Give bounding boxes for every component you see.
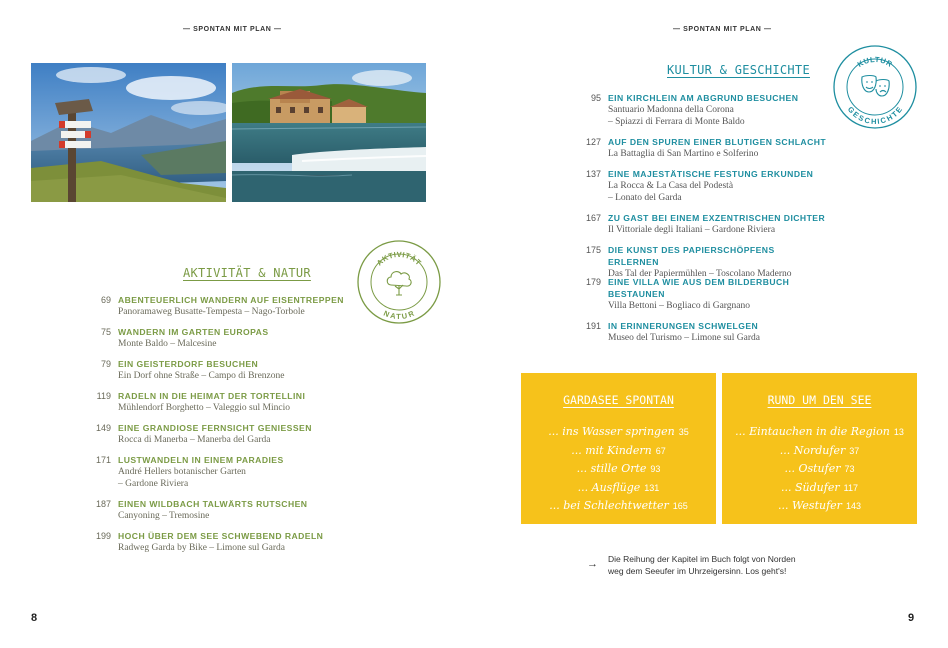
section-title-aktivitaet: AKTIVITÄT & NATUR xyxy=(183,266,311,280)
toc-entry[interactable] xyxy=(578,320,828,352)
toc-entry-subtitle: Monte Baldo – Malcesine xyxy=(118,339,217,349)
toc-entry[interactable] xyxy=(88,358,350,390)
running-header-left: — SPONTAN MIT PLAN — xyxy=(183,26,282,33)
box-link[interactable] xyxy=(521,460,716,479)
toc-page-number: 149 xyxy=(95,423,111,433)
toc-entry[interactable] xyxy=(578,136,828,168)
toc-page-number: 95 xyxy=(590,93,601,103)
box-link-label: ... Ostufer xyxy=(784,462,841,475)
toc-entry[interactable] xyxy=(578,212,828,244)
toc-entry-subtitle: Museo del Turismo – Limone sul Garda xyxy=(608,333,760,343)
toc-page-number: 171 xyxy=(95,455,111,465)
box-link-page: 37 xyxy=(849,445,860,456)
box-gardasee-spontan xyxy=(521,373,716,524)
box-title: RUND UM DEN SEE xyxy=(767,393,872,407)
tree-icon xyxy=(387,272,411,295)
box-title: GARDASEE SPONTAN xyxy=(563,393,674,407)
badge-aktivitaet-natur xyxy=(356,239,442,325)
toc-entry-title: EINE VILLA WIE AUS DEM BILDERBUCH BESTAUNEN xyxy=(608,277,790,299)
toc-page-number: 167 xyxy=(585,213,601,223)
toc-entry-title: HOCH ÜBER DEM SEE SCHWEBEND RADELN xyxy=(118,531,324,541)
badge-left-bottom-text: NATUR xyxy=(382,308,416,322)
box-link-page: 67 xyxy=(655,445,666,456)
toc-page-number: 187 xyxy=(95,499,111,509)
box-link-label: ... Nordufer xyxy=(779,443,846,457)
box-link-page: 131 xyxy=(644,482,660,493)
toc-entry-title: RADELN IN DIE HEIMAT DER TORTELLINI xyxy=(118,391,306,401)
toc-page-number: 79 xyxy=(100,359,111,369)
toc-entry[interactable] xyxy=(88,390,350,422)
toc-entry-subtitle: Canyoning – Tremosine xyxy=(118,511,210,521)
badge-right-bottom-text: GESCHICHTE xyxy=(845,104,905,127)
toc-entry[interactable] xyxy=(88,294,350,326)
toc-entry-subtitle: – Lonato del Garda xyxy=(608,193,682,203)
toc-entry-title: EIN KIRCHLEIN AM ABGRUND BESUCHEN xyxy=(608,93,799,103)
box-link-label: ... stille Orte xyxy=(576,462,647,475)
toc-entry[interactable] xyxy=(88,326,350,358)
svg-text:AKTIVITÄT xyxy=(375,250,423,267)
box-link-page: 35 xyxy=(678,427,689,437)
toc-entry[interactable] xyxy=(88,530,350,562)
toc-entry-subtitle: – Spiazzi di Ferrara di Monte Baldo xyxy=(608,117,745,127)
note-line: Die Reihung der Kapitel im Buch folgt von Norden xyxy=(608,554,796,564)
chapter-order-note xyxy=(608,553,796,577)
box-link[interactable] xyxy=(722,423,917,442)
toc-entry-title: EINEN WILDBACH TALWÄRTS RUTSCHEN xyxy=(118,499,308,509)
toc-entry-subtitle: Mühlendorf Borghetto – Valeggio sul Mincio xyxy=(118,403,290,413)
box-link-page: 165 xyxy=(672,501,688,511)
toc-page-number: 175 xyxy=(585,245,601,255)
box-link-page: 93 xyxy=(650,464,661,474)
toc-entry-subtitle: Radweg Garda by Bike – Limone sul Garda xyxy=(118,543,285,553)
toc-entry-title: EINE GRANDIOSE FERNSICHT GENIESSEN xyxy=(118,423,312,433)
box-link-page: 13 xyxy=(893,427,904,437)
toc-page-number: 199 xyxy=(95,531,111,541)
toc-entry[interactable] xyxy=(578,244,828,279)
toc-entry-subtitle: La Rocca & La Casa del Podestà xyxy=(608,181,734,191)
toc-entry-subtitle: Das Tal der Papiermühlen – Toscolano Maderno xyxy=(608,269,792,279)
toc-page-number: 137 xyxy=(585,169,601,179)
toc-entry-subtitle: Panoramaweg Busatte-Tempesta – Nago-Torbole xyxy=(118,307,305,317)
arrow-right-icon: → xyxy=(587,558,598,570)
toc-entry-title: AUF DEN SPUREN EINER BLUTIGEN SCHLACHT xyxy=(608,137,827,147)
toc-page-number: 191 xyxy=(585,321,601,331)
box-rund-um-den-see xyxy=(722,373,917,524)
box-link[interactable] xyxy=(722,497,917,516)
svg-text:KULTUR xyxy=(856,55,895,69)
toc-entry-title: EIN GEISTERDORF BESUCHEN xyxy=(118,359,259,369)
toc-entry-subtitle: La Battaglia di San Martino e Solferino xyxy=(608,149,759,159)
toc-entry[interactable] xyxy=(88,454,350,498)
box-link-page: 117 xyxy=(843,482,858,493)
box-link[interactable] xyxy=(521,479,716,498)
toc-list-aktivitaet xyxy=(88,294,350,562)
toc-entry[interactable] xyxy=(88,498,350,530)
badge-right-top-text: KULTUR xyxy=(855,54,895,69)
box-link-page: 73 xyxy=(844,464,855,474)
page-number-right: 9 xyxy=(908,612,915,624)
theater-masks-icon xyxy=(862,76,889,97)
box-link-label: ... mit Kindern xyxy=(571,443,652,457)
toc-page-number: 69 xyxy=(100,295,111,305)
box-link-label: ... Eintauchen in die Region xyxy=(735,425,890,438)
box-link-label: ... Westufer xyxy=(778,499,842,512)
toc-entry-title: WANDERN IM GARTEN EUROPAS xyxy=(118,327,269,337)
toc-entry-subtitle: Il Vittoriale degli Italiani – Gardone Riviera xyxy=(608,225,776,235)
box-link[interactable] xyxy=(722,479,917,498)
toc-entry-subtitle: Rocca di Manerba – Manerba del Garda xyxy=(118,435,271,445)
toc-page-number: 75 xyxy=(100,327,111,337)
toc-entry-title: IN ERINNERUNGEN SCHWELGEN xyxy=(608,321,759,331)
toc-page-number: 119 xyxy=(96,391,111,401)
toc-entry[interactable] xyxy=(88,422,350,454)
box-link[interactable] xyxy=(521,423,716,442)
box-link-page: 143 xyxy=(845,501,861,511)
toc-entry-subtitle: – Gardone Riviera xyxy=(118,479,189,489)
running-header-right: — SPONTAN MIT PLAN — xyxy=(673,26,772,33)
toc-entry-title: LUSTWANDELN IN EINEM PARADIES xyxy=(118,455,284,465)
box-link[interactable] xyxy=(521,442,716,461)
note-line: weg dem Seeufer im Uhrzeigersinn. Los geht's! xyxy=(608,566,787,576)
box-link-label: ... ins Wasser springen xyxy=(548,425,675,438)
section-title-kultur: KULTUR & GESCHICHTE xyxy=(667,63,810,77)
toc-entry-subtitle: André Hellers botanischer Garten xyxy=(118,467,246,477)
toc-entry-subtitle: Santuario Madonna della Corona xyxy=(608,105,734,115)
toc-entry-title: EINE MAJESTÄTISCHE FESTUNG ERKUNDEN xyxy=(608,169,814,179)
photo-borghetto-weir xyxy=(232,63,426,202)
toc-page-number: 127 xyxy=(585,137,601,147)
box-link[interactable] xyxy=(722,460,917,479)
toc-entry[interactable] xyxy=(578,92,828,136)
toc-entry-title: DIE KUNST DES PAPIERSCHÖPFENS ERLERNEN xyxy=(608,245,775,267)
toc-entry[interactable] xyxy=(578,276,828,320)
box-link-label: ... Ausflüge xyxy=(577,480,641,494)
toc-entry-title: ZU GAST BEI EINEM EXZENTRISCHEN DICHTER xyxy=(608,213,826,223)
toc-entry-title: ABENTEUERLICH WANDERN AUF EISENTREPPEN xyxy=(118,295,344,305)
box-link-label: ... Südufer xyxy=(781,480,840,494)
toc-page-number: 179 xyxy=(585,277,601,287)
box-link[interactable] xyxy=(722,442,917,461)
badge-left-top-text: AKTIVITÄT xyxy=(374,249,424,268)
toc-entry[interactable] xyxy=(578,168,828,212)
toc-entry-subtitle: Villa Bettoni – Bogliaco di Gargnano xyxy=(608,301,750,311)
toc-list-kultur xyxy=(578,92,828,352)
badge-kultur-geschichte xyxy=(832,44,918,130)
box-link[interactable] xyxy=(521,497,716,516)
page-number-left: 8 xyxy=(31,612,38,624)
photo-trail-sign xyxy=(31,63,226,202)
toc-entry-subtitle: Ein Dorf ohne Straße – Campo di Brenzone xyxy=(118,371,285,381)
box-link-label: ... bei Schlechtwetter xyxy=(549,499,669,512)
